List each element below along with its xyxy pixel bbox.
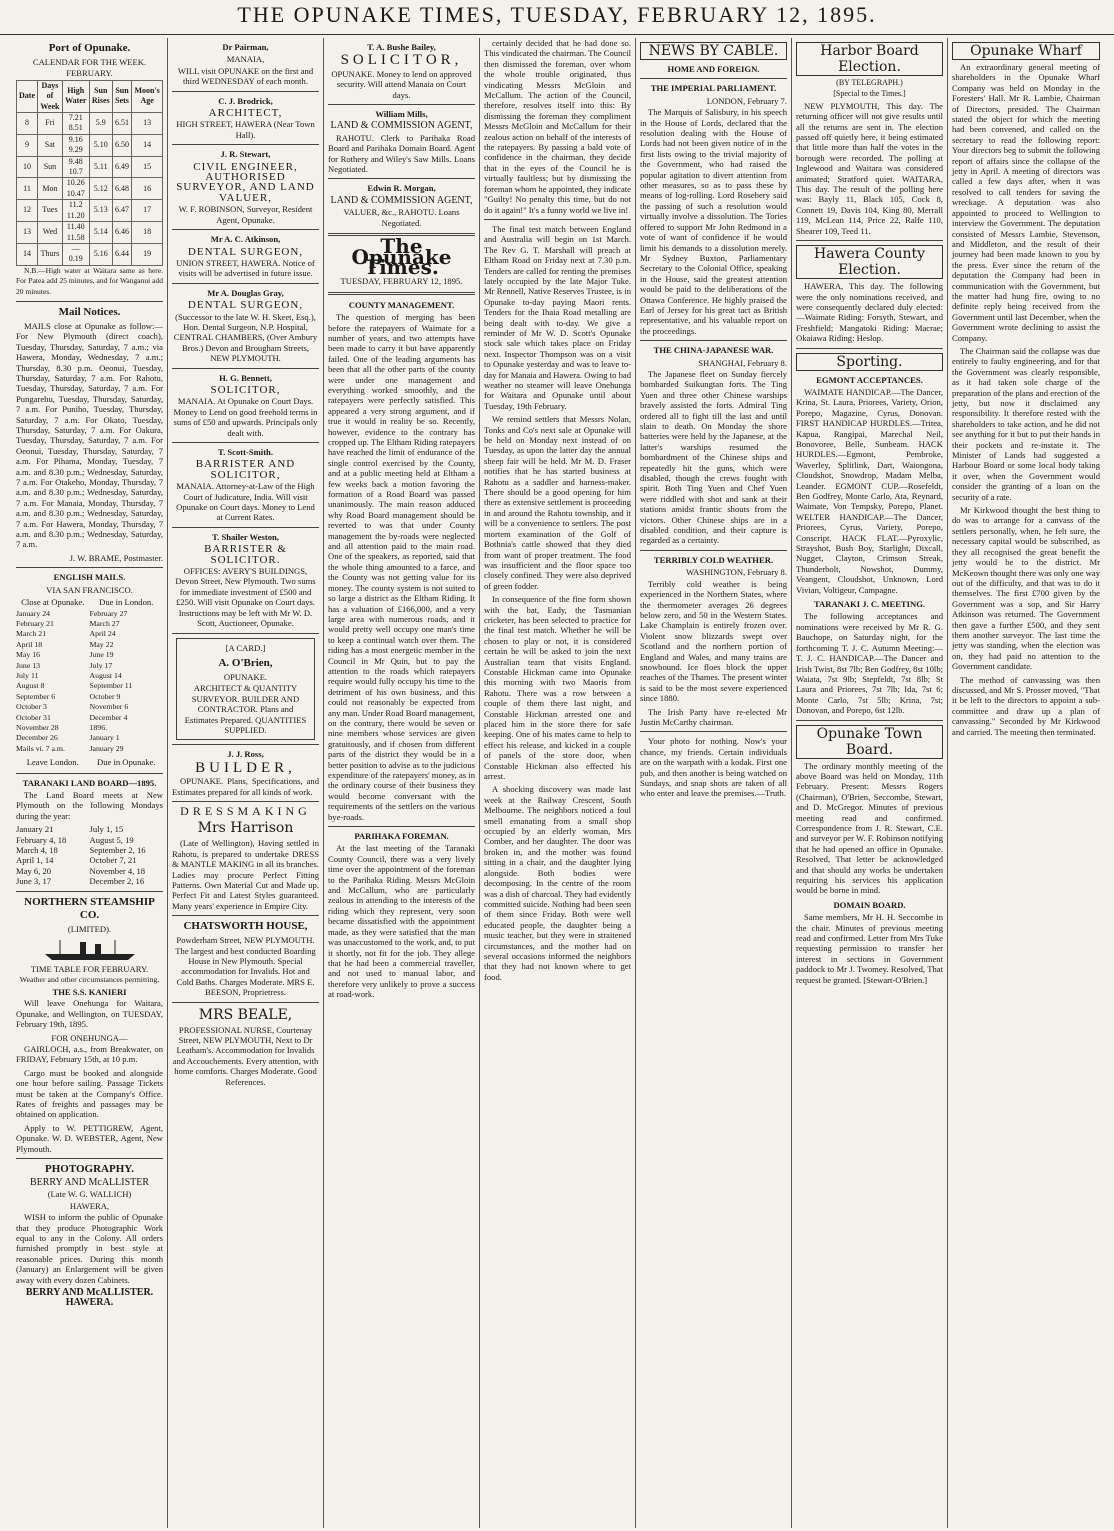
- photo-text: WISH to inform the public of Opunake that they produce Photographic Work equal to any in the Colony. All orders furnished promptly in best style at reasonable prices. During this month (January) an Enlargement will be given away with every dozen Cabinets.: [16, 1212, 163, 1285]
- tide-table-cell: 11.40 11.58: [62, 222, 89, 244]
- ad-trade: BARRISTER & SOLICITOR.: [204, 543, 287, 566]
- ad-text: WILL visit OPUNAKE on the first and third WEDNESDAY of each month.: [177, 65, 314, 87]
- article-continuation: certainly decided that he had done so. This vindicated the chairman. The Council then dismissed the foreman, over whom the whole trouble originated, thus vindicating Messrs McGloin and McCallum. The action of the Council, therefore, resolves itself into this: By dismissing the foreman they compliment Messrs McGloin and McCallum for their zealous action on behalf of the interests of the ratepayers. By passing a bald vote of confidence in the chairman, they decide that in the eyes of the Council he is virtually faultless; but by dismissing the foreman whom he appointed, they indicate "Guilty! No penalty this time, but do not do it again!" It's a funny world we live in!: [484, 38, 632, 215]
- county-heading: COUNTY MANAGEMENT.: [348, 299, 455, 310]
- mail-text: MAILS close at Opunake as follow:— For New Plymouth (direct coach), Tuesday, Thursday, Saturday, 7 a.m.; via Hawera, Monday, Wednesday, 7 a.m.; Thursday, 8.30 p.m. Oeonui, Tuesday, Thursday, Saturday, 7 a.m. For Rahotu, Tuesday, Thursday, Saturday, 7 a.m. For Pungarehu, Tuesday, Thursday, Saturday, 7 a.m. For Puniho, Tuesday, Thursday, Saturday, 7 a.m. For Okato, Tuesday, Thursday, Saturday, 7 a.m. For Oakura, Tuesday, Thursday, Saturday, 7 a.m. For Oeonui, Tuesday, Thursday, Saturday, 7 a.m. For Pihama, Monday, Tuesday, 7 a.m. and 8.30 p.m.; Wednesday, Saturday, 7 a.m. For Otakeho, Monday, Thursday, 7 a.m. and 8.30 p.m.; Wednesday, Saturday, 7 a.m. For Manaia, Monday, Thursday, 7 a.m. and 8.30 p.m.; Wednesday, Saturday, 7 a.m. For Hawera, Monday, Thursday, 7 a.m. and 8.30 p.m.; Wednesday, Saturday, 7 a.m.: [16, 320, 163, 550]
- ad-title: T. Scott-Smith.: [218, 447, 273, 457]
- tide-table-cell: — 0.19: [62, 243, 89, 265]
- wharf-article-3: Mr Kirkwood thought the best thing to do was to arrange for a canvass of the settlers personally, when, he felt sure, the necessary capital would be subscribed, as they all recognised the great benefit the jetty would be to the district. Mr McKeown thought there was only one way out of the difficulty, and that was to do it themselves. The first £700 given by the Government was a sop, and Sir Harry Atkinson was returned. The Government then gave a further £500, and they sent them another surveyor. The last time the jetty was standing, when the election was on, they had paid no attention to the Government candidate.: [952, 505, 1100, 672]
- hawera-election-heading: Hawera County Election.: [796, 245, 943, 279]
- hawera-election-article: HAWERA, This day. The following were the only nominations received, and were consequently declared duly elected:—Waimate Riding: Forsyth, Stewart, and Freshfield; Mangatoki Riding: Macrae; Okaiawa Riding: Heslop.: [796, 281, 943, 344]
- wharf-article-2: The Chairman said the collapse was due entirely to faulty engineering, and for that the Government was clearly responsible, as it had taken sole charge of the preparation of the plans and erection of the jetty, but now it disclaimed any responsibility. It therefore rested with the shareholders to take action, and he did not see anything for it but to put their hands in their pockets and re-instate it. The Minister of Lands had suggested a Harbour Board or some local body taking it over, when the Government would consider the granting of a loan on the security of a rate.: [952, 345, 1100, 502]
- ad-text: W. F. ROBINSON, Surveyor, Resident Agent, Opunake.: [178, 204, 313, 225]
- tide-table-row: [17, 156, 163, 178]
- mail-schedule: [16, 596, 163, 754]
- truth-item: Your photo for nothing. Now's your chance, my friends. Certain individuals are on the warpath with a kodak. First one pub, and then another is being watched on Sundays, and snap shots are taken of all who enter and leave the premises.—Truth.: [640, 736, 787, 799]
- harrison-text: (Late of Wellington), Having settled in Rahotu, is prepared to undertake DRESS & MANTLE MAKING in all its branches. Ladies may procure Perfect Fitting Patterns. Own Material Cut and Made up. Perfect Fit and Latest Styles guaranteed. Many years' experience in Empire City.: [172, 838, 319, 911]
- tide-table-cell: 12: [17, 200, 38, 222]
- tide-table-cell: 9: [17, 134, 38, 156]
- ad-trade: BARRISTER AND SOLICITOR,: [195, 458, 296, 481]
- parliament-article: The Marquis of Salisbury, in his speech in the House of Lords, declared that the resolution dealing with the House of Lords had not been given notice of in the first lists owing to the trivial majority of the Government, who had raised the popular agitation to divert attention from other measures, so as to pass these by means of log-rolling. Lord Rosebery said the passing of such a resolution would virtually involve a dissolution. The Tories offered to support Mr John Redmond in a vote of want of confidence if he would limit his demands to a dissolution merely. Mr Sydney Buxton, Parliamentary Secretary to the Colonial Office, speaking in the House, said the greatest attention would be paid to the deliberations of the Ottawa Conference. He highly praised the Earl of Jersey for his great tact as British representative, and his valuable report on the proceedings.: [640, 107, 787, 336]
- due-london-label: Due in London.: [99, 597, 154, 608]
- calendar-heading: CALENDAR FOR THE WEEK.: [32, 57, 147, 67]
- tide-table-row: [17, 222, 163, 244]
- tide-table-cell: 17: [132, 200, 163, 222]
- ad-text: HIGH STREET, HAWERA (Near Town Hall).: [176, 119, 315, 140]
- tide-table-cell: 16: [132, 178, 163, 200]
- harbor-election-heading: Harbor Board Election.: [796, 42, 943, 76]
- tide-table-row: [17, 243, 163, 265]
- photo-town: HAWERA,: [69, 1200, 110, 1211]
- newspaper-nameplate: The Opunake Times.: [351, 234, 452, 279]
- page-columns: [12, 38, 1104, 1528]
- tide-table-cell: 9.48 10.7: [62, 156, 89, 178]
- tide-table-header: Days of Week: [38, 80, 63, 112]
- ad-text: UNION STREET, HAWERA. Notice of visits will be advertised in future issue.: [176, 257, 315, 279]
- tide-table-header: Sun Sets: [112, 80, 131, 112]
- land-board-dates: [16, 824, 163, 886]
- morgan-text: VALUER, &c., RAHOTU. Loans Negotiated.: [343, 207, 460, 228]
- ad-trade: DENTAL SURGEON,: [187, 299, 304, 312]
- tide-table-cell: 6.48: [112, 178, 131, 200]
- sporting-heading: Sporting.: [796, 353, 943, 371]
- tide-table-cell: 6.46: [112, 222, 131, 244]
- professional-ad: [172, 42, 319, 92]
- vessel-name: THE S.S. KANIERI: [52, 986, 127, 997]
- tjc-heading: TARANAKI J. C. MEETING.: [813, 599, 926, 610]
- mills-text: RAHOTU. Clerk to Parihaka Road Board and Parihaka Domain Board. Agent for Rothery and Wiley's Saw Mills. Loans Negotiated.: [328, 132, 475, 175]
- bayley-name: T. A. Bushe Bailey,: [367, 42, 436, 52]
- tide-table-row: [17, 200, 163, 222]
- special-note: [Special to the Times.]: [833, 89, 906, 99]
- professional-ad: [172, 373, 319, 443]
- close-opunake-label: Close at Opunake.: [21, 597, 85, 608]
- ad-text: OFFICES: AVERY'S BUILDINGS, Devon Street, New Plymouth. Two sums for immediate investment of £500 and £250. Will visit Opunake on Court days. Instructions may be left with Mr W. D. Scott, Auctioneer, Opunake.: [175, 566, 316, 629]
- tide-table-cell: 18: [132, 222, 163, 244]
- ad-title: J. R. Stewart,: [220, 149, 271, 160]
- telegraph-note: (BY TELEGRAPH.): [836, 78, 903, 87]
- mails-left: January 24 February 21 March 21 April 18 May 16 June 13 July 11 August 8 September 6 October 3 October 31 November 28 December 26 Mails vi. 7 a.m.: [16, 608, 65, 753]
- tide-table-cell: 10.26 10.47: [62, 178, 89, 200]
- calendar-month: FEBRUARY.: [66, 68, 113, 79]
- domain-board-article: Same members, Mr H. H. Seccombe in the chair. Minutes of previous meeting read and confirmed. Letter from Mrs Tuke requesting permission to transfer her interest in sections in Government paddock to Mr J. Twomey. Resolved, That request be granted. [Stewart-O'Brien.]: [796, 912, 943, 985]
- via-sf: VIA SAN FRANCISCO.: [46, 584, 133, 595]
- tide-table-cell: 5.16: [89, 243, 112, 265]
- tide-table-cell: 5.13: [89, 200, 112, 222]
- ad-title: T. Shailer Weston,: [212, 531, 279, 542]
- cold-weather-heading: TERRIBLY COLD WEATHER.: [653, 554, 774, 565]
- tide-table-header: Date: [17, 80, 38, 112]
- for-onehunga: FOR ONEHUNGA—: [51, 1032, 128, 1043]
- local-news-3: In consequence of the fine form shown with the bat, Eady, the Tasmanian cricketer, has been selected to practice for the final test match. Whether he will be chosen to play or not, it is considered certain he will be asked to join the next Australian team that visits England. Constable Hickman came into Opunake this morning with two Maoris from Rahotu. There was a row between a couple of them there last night, and Constable Hickman arrested one and placed him in the store there for safe keeping. One of his mates came to help to effect his release, and kicked in a couple of panels of the store door, when Constable Hickman also effected his arrest.: [484, 594, 631, 782]
- cable-news-heading: NEWS BY CABLE.: [640, 42, 787, 60]
- parihaka-article: At the last meeting of the Taranaki County Council, there was a very lively time over the appointment of the foreman to the Parihaka Riding. Messrs McGloin and McCallum, who are particularly zealous in attending to the interests of the riding which they represent, very soon became dissatisfied with the appointment made, as they were satisfied that the man was unaccustomed to the work, and, to put it shortly, not fit for the job. They allege that he had been a commercial traveller, and not used to manual labor, and therefore very unlikely to prove a success at road-work.: [328, 843, 475, 1000]
- tide-table-cell: 9.16 9.29: [62, 134, 89, 156]
- parihaka-heading: PARIHAKA FOREMAN.: [354, 831, 449, 842]
- mail-return-header: [16, 756, 163, 768]
- beale-heading: MRS BEALE,: [198, 1006, 293, 1023]
- card-place: OPUNAKE.: [223, 671, 268, 682]
- professional-ad: [172, 288, 319, 369]
- bayley-trade: SOLICITOR,: [340, 52, 463, 69]
- local-news-4: A shocking discovery was made last week at the Railway Crescent, South Melbourne. The neighbors noticed a foul smell emanating from a small shop occupied by an elderly woman, Mrs Comber, and her daughter. The door was broken in, and the mother was found sitting in a chair, and the daughter lying alongside. Both bodies were decomposing. In the centre of the room was a dish of charcoal. They had evidently committed suicide. Nothing had been seen of them since Friday. Both were well educated people, the daughter being a music teacher, but they were in straitened circumstances, and the mother had on several occasions informed the neighbors that they had not known where to get food.: [484, 784, 631, 982]
- vessel-text: Will leave Onehunga for Waitara, Opunake, and Wellington, on TUESDAY, February 19th, 1895.: [16, 998, 163, 1030]
- irish-party-item: The Irish Party have re-elected Mr Justin McCarthy chairman.: [640, 706, 787, 727]
- tide-table-cell: Sat: [38, 134, 63, 156]
- beale-text: PROFESSIONAL NURSE, Courtenay Street, NEW PLYMOUTH, Next to Dr Leatham's. Accommodation for Invalids and Accouchements. Every attention, with home comforts. Charges Moderate. Good References.: [172, 1024, 319, 1087]
- tide-table-cell: Wed: [38, 222, 63, 244]
- egmont-heading: EGMONT ACCEPTANCES.: [816, 374, 923, 385]
- cargo-text: Cargo must be booked and alongside one hour before sailing. Passage Tickets must be taken at the Company's Office. Rates of freights and passages may be obtained on application.: [16, 1067, 163, 1120]
- land-board-text: The Land Board meets at New Plymouth on the following Mondays during the year:: [16, 790, 163, 821]
- tide-table-cell: Tues: [38, 200, 63, 222]
- tide-table-cell: 5.12: [89, 178, 112, 200]
- card-name: A. O'Brien,: [218, 656, 273, 669]
- professional-ad: [172, 447, 319, 528]
- tide-table-header: Sun Rises: [89, 80, 112, 112]
- tide-table-cell: 6.49: [112, 156, 131, 178]
- tide-table-cell: 6.50: [112, 134, 131, 156]
- war-heading: THE CHINA-JAPANESE WAR.: [653, 345, 774, 356]
- ross-trade: BUILDER,: [195, 759, 296, 776]
- war-article: The Japanese fleet on Sunday fiercely bombarded Suikungtan forts. The Ting Yuen and three other Chinese warships bravely assisted the forts. Admiral Ting ordered all to fight till the last and until slain to death. On Monday the shore batteries were held by the Japanese, at the latter's warships resumed the bombardment of the Chinese ships and repeatedly hit the guns, which were disabled, though the crews fought with spirit. Both Ting Yuen and Chef Yuen were riddled with shot and sank at their stations amidst frantic shouts from the victors. Other Chinese ships are in a disabled condition, and their capture is regarded as a certainty.: [640, 368, 787, 546]
- tide-table-cell: Thurs: [38, 243, 63, 265]
- tide-table-cell: 6.51: [112, 113, 131, 135]
- dressmaking-heading: DRESSMAKING: [180, 803, 311, 818]
- tide-table-cell: Fri: [38, 113, 63, 135]
- ad-trade: DENTAL SURGEON,: [187, 245, 304, 258]
- professional-ad: [172, 149, 319, 230]
- land-dates-right: July 1, 15 August 5, 19 September 2, 16 October 7, 21 November 4, 18 December 2, 16: [89, 824, 146, 887]
- steamship-icon: [40, 936, 140, 962]
- local-news-2: We remind settlers that Messrs Nolan, Tonks and Co's next sale at Opunake will be held on Monday next instead of on Tuesday, as upon the latter day the annual sheep fair will be held. Mr M. D. Fraser notifies that he has started business at Rahotu as a saddler and harness-maker. There should be a good opening for him there as extensive settlement is proceeding in and around the Rahotu township, and it will be a convenience to settlers. The post mortem examination of the Golf of Bothnia's cattle showed that they died from want of proper treatment. The food was insufficient and the floor space too closely confined. They were also deprived of green fodder.: [484, 414, 631, 591]
- land-dates-left: January 21 February 4, 18 March 4, 18 April 1, 14 May 6, 20 June 3, 17: [16, 824, 67, 887]
- morgan-name: Edwin R. Morgan,: [367, 183, 436, 194]
- wharf-heading: Opunake Wharf: [952, 42, 1100, 60]
- tide-table-cell: 13: [17, 222, 38, 244]
- local-news-1: The final test match between England and Australia will begin on 1st March. The Rev G. T. Marshall will preach at Eltham Road on Friday next at 7.30 p.m. Tenders are called for renting the premises lately occupied by the late Major Tuke. Mr Rennell, Native Reserves Trustee, is in Opunake to-day paying Maori rents. Tenders for the Ihaia Road metalling are being dealt with to-day. We give a reminder of Mr W. D. Scott's Opunake stock sale which takes place on Friday next. Inspector Thompson was on a visit to Opunake yesterday and was to leave to-day for Manaia and Hawera. Owing to bad weather no steamer will leave Onehunga for Waitara and Opunake until about Tuesday, 19th February.: [484, 223, 631, 411]
- tide-table-header: High Water: [62, 80, 89, 112]
- ad-trade: SOLICITOR,: [210, 383, 281, 396]
- domain-board-heading: DOMAIN BOARD.: [833, 899, 906, 910]
- chatsworth-text: Powderham Street, NEW PLYMOUTH. The largest and best conducted Boarding House in New Plymouth. Special accommodation for Invalids. Hot and Cold Baths. Charges Moderate. MRS E. BEESON, Proprietress.: [175, 935, 316, 998]
- tide-table-row: [17, 113, 163, 135]
- town-board-heading: Opunake Town Board.: [796, 725, 943, 759]
- ross-name: J. J. Ross,: [227, 749, 264, 760]
- cold-weather-article: Terribly cold weather is being experienced in the Northern States, where the thermometer averages 26 degrees below zero, and 50 in the Western States. Lake Champlain is entirely frozen over. Violent snow blizzards swept over Scotland and the northern portion of England and Wales, and many trains are snowbound. Ice floes block the upper reaches of the Thames. The present winter is said to be the most severe experienced since 1880.: [640, 578, 787, 704]
- tide-table-cell: 19: [132, 243, 163, 265]
- chatsworth-heading: CHATSWORTH HOUSE,: [183, 920, 308, 933]
- tide-table-cell: 5.10: [89, 134, 112, 156]
- tide-table: [16, 80, 163, 266]
- tide-table-cell: 7.21 8.51: [62, 113, 89, 135]
- column-3: [324, 38, 480, 1528]
- card-text: ARCHITECT & QUANTITY SURVEYOR. BUILDER AND CONTRACTOR. Plans and Estimates Prepared. QUANTITIES SUPPLIED.: [184, 683, 307, 735]
- steamship-heading: NORTHERN STEAMSHIP CO.: [24, 895, 155, 921]
- ad-title: Dr Pairman,: [222, 42, 269, 52]
- tide-table-cell: 8: [17, 113, 38, 135]
- timetable-heading: TIME TABLE FOR FEBRUARY.: [30, 964, 149, 975]
- english-mails-heading: ENGLISH MAILS.: [53, 572, 126, 583]
- ad-title: C. J. Brodrick,: [218, 95, 273, 106]
- mills-name: William Mills,: [375, 109, 428, 120]
- tide-table-cell: 5.9: [89, 113, 112, 135]
- tide-table-cell: 11.2 11.20: [62, 200, 89, 222]
- tide-table-cell: 10: [17, 156, 38, 178]
- tide-table-cell: 6.44: [112, 243, 131, 265]
- photo-late: (Late W. G. WALLICH): [47, 1189, 132, 1200]
- tide-table-cell: 14: [132, 134, 163, 156]
- gairloch-text: GAIRLOCH, a.s., from Breakwater, on FRIDAY, February 15th, at 10 p.m.: [16, 1043, 163, 1065]
- photography-heading: PHOTOGRAPHY.: [45, 1162, 134, 1175]
- parliament-heading: THE IMPERIAL PARLIAMENT.: [650, 83, 777, 94]
- wharf-article-1: An extraordinary general meeting of shareholders in the Opunake Wharf Company was held on Monday in the Foresters' Hall. Mr R. Lambie, Chairman of Directors, presided. The Chairman stated the object for which the meeting had been convened, and called on the secretary to read the following report: Your directors beg to submit the following report of affairs since the collapse of the jetty in April. A meeting of directors was called a few days after, when it was resolved to call tenders for saving the wreckage. A deputation was also appointed to proceed to Wellington to interview the Government. The deputation consisted of Messrs Lambie, Stevenson, and Middleton, and the result of their journey had been made known to you by the press. Ever since the return of the deputation the Company had been in communication with the Government, but the matter had hung fire, owing to no definite reply being received from the Government until last December, when the Government wrote declining to assist the Company.: [952, 62, 1100, 343]
- column-5: [636, 38, 792, 1528]
- london-dateline: LONDON, February 7.: [706, 95, 787, 106]
- tide-table-row: [17, 178, 163, 200]
- ad-trade: ARCHITECT,: [208, 107, 283, 120]
- ad-text: MANAIA. Attorney-at-Law of the High Court of Judicature, India. Will visit Opunake on Court days. Money to Lend at Current Rates.: [176, 481, 315, 523]
- ad-title: Mr A. C. Atkinson,: [210, 234, 281, 245]
- ad-text: MANAIA. At Opunake on Court Days. Money to Lend on good freehold terms in sums of £50 and upwards. Principals only dealt with.: [173, 396, 318, 438]
- morgan-trade: LAND & COMMISSION AGENT,: [330, 194, 473, 206]
- tjc-article: The following acceptances and nominations were received by Mr R. G. Bauchope, on Saturday night, for the forthcoming T. J. C. Autumn Meeting:— T. J. C. HANDICAP.—The Dancer and Irish Twist, 8st 7lb; Ben Godfrey, 8st 10lb; Waiata, 7st 9lb; Stepfeldt, 7st 8lb; St Laura and Priorees, 7st 7lb; Ida, 7st 6; Monte Carlo, 7st 5lb; Krina, 7st; Donovan, and Porepo, 6st 12lb.: [796, 611, 943, 716]
- washington-dateline: WASHINGTON, February 8.: [685, 567, 787, 578]
- tide-table-cell: 5.14: [89, 222, 112, 244]
- tide-table-cell: 15: [132, 156, 163, 178]
- photo-signature: BERRY AND McALLISTER. HAWERA.: [25, 1287, 154, 1309]
- obrien-card: [176, 638, 315, 741]
- masthead: THE OPUNAKE TIMES, TUESDAY, FEBRUARY 12, 1895.: [0, 0, 1114, 35]
- postmaster: J. W. BRAME, Postmaster.: [69, 552, 163, 563]
- tide-note: N.B.—High water at Waitara same as here. For Patea add 25 minutes, and for Wanganui add 20 minutes.: [16, 265, 163, 296]
- professional-ad: [172, 96, 319, 146]
- column-2: [168, 38, 324, 1528]
- tide-table-cell: Mon: [38, 178, 63, 200]
- card-label: [A CARD.]: [225, 642, 266, 653]
- land-board-heading: TARANAKI LAND BOARD—1895.: [22, 777, 157, 788]
- ad-title: Mr A. Douglas Gray,: [207, 287, 284, 298]
- steamship-limited: (LIMITED).: [67, 923, 112, 934]
- tide-table-cell: 13: [132, 113, 163, 135]
- ad-title: H. G. Bennett,: [219, 372, 272, 383]
- ad-place: MANAIA,: [226, 54, 265, 65]
- weather-note: Weather and other circumstances permitting,: [19, 975, 160, 985]
- harbor-election-article: NEW PLYMOUTH, This day. The returning officer will not give results until all the returns are sent in. The election passed off quietly here, it being estimated that little more than half the votes in the borough were recorded. The polling at Inglewood and Waitara was considered animated; Stratford quiet. WAITARA, This day. The result of the polling here was: Bayly 11, Black 105, Cock 8, Connett 19, Davis 104, King 80, Merrall 119, McLean 114, Price 22, Ralfe 110, Shearer 109, Teed 11.: [796, 100, 943, 236]
- tide-table-row: [17, 134, 163, 156]
- harrison-name: Mrs Harrison: [197, 820, 294, 837]
- tide-table-cell: 11: [17, 178, 38, 200]
- ad-trade: CIVIL ENGINEER, AUTHORISED SURVEYOR, AND LAND VALUER,: [176, 160, 315, 204]
- cable-subheading: HOME AND FOREIGN.: [667, 64, 760, 74]
- ross-text: OPUNAKE. Plans, Specifications, and Estimates prepared for all kinds of work.: [172, 776, 319, 797]
- tide-table-cell: 5.11: [89, 156, 112, 178]
- column-4: [480, 38, 636, 1528]
- tide-table-cell: 14: [17, 243, 38, 265]
- tide-table-header: Moon's Age: [132, 80, 163, 112]
- tide-table-cell: 6.47: [112, 200, 131, 222]
- wharf-article-4: The method of canvassing was then discussed, and Mr S. Prosser moved, "That it be left to the directors to appoint a sub-committee and draw up a plan of canvassing." Seconded by Mr Kirkwood and carried. The meeting then terminated.: [952, 674, 1100, 737]
- professional-ad: [172, 234, 319, 284]
- tide-table-cell: Sun: [38, 156, 63, 178]
- column-1: [12, 38, 168, 1528]
- sporting-article: WAIMATE HANDICAP.—The Dancer, Krina, St. Laura, Priorees, Variety, Orion, Porepo, Magazine, Cyrus, Donovan. FIRST HANDICAP HURDLES.—Tritea, Kapua, Rangipai, Marechal Neil, Bonovoree, Belle, Sunbeam. HACK HURDLES.—Egmont, Pembroke, Waverley, Splitlink, Dart, Waiongona, Cloudshot, Snowdrop, Madam Melba, Leander. EGMONT CUP.—Rosefeldt, Ben Godfrey, Monte Carlo, Ata, Reynard, Waimate, Von Tempsky, Porepo, Planet. WELTER HANDICAP.—The Dancer, Priorees, Cyrus, Variety, Porepo, Conscript. HACK FLAT.—Pyroxylic, Strayshot, Bush Boy, Starlight, Dixcall, Nugget, Clayton, Crimson Streak, Thunderbolt, Nowshot, Dummy, Veangent, Cloudshot, Unknown, Lord Vivian, Voltigeur, Campagne.: [796, 386, 943, 595]
- port-heading: Port of Opunake.: [48, 42, 131, 54]
- column-7: [948, 38, 1104, 1528]
- professional-ads: [172, 42, 319, 634]
- professional-ad: [172, 532, 319, 634]
- dateline: TUESDAY, FEBRUARY 12, 1895.: [340, 276, 463, 287]
- photo-firm: BERRY AND McALLISTER: [29, 1176, 150, 1188]
- mail-heading: Mail Notices.: [58, 305, 121, 318]
- shanghai-dateline: SHANGHAI, February 8.: [698, 357, 787, 368]
- mails-right: February 27 March 27 April 24 May 22 June 19 July 17 August 14 September 11 October 9 November 6 December 4 1896. January 1 January 29: [89, 608, 133, 753]
- mills-trade: LAND & COMMISSION AGENT,: [330, 120, 473, 132]
- leave-london-label: Leave London.: [26, 757, 79, 768]
- column-6: [792, 38, 948, 1528]
- bayley-text: OPUNAKE. Money to lend on approved security. Will attend Manaia on Court days.: [331, 68, 472, 100]
- due-opunake-label: Due in Opunake.: [97, 757, 156, 768]
- town-board-article: The ordinary monthly meeting of the above Board was held on Monday, 11th February. Present: Messrs Rogers (Chairman), O'Brien, Seccombe, Stewart, and D. McGregor. Minutes of previous meeting read and confirmed. Correspondence from J. R. Stewart, C.E. and surveyor per W. F. Robinson notifying that he had opened an office in Opunake. Resolved, That letter be acknowledged and that should any works be undertaken requiring his services his application would be borne in mind.: [796, 760, 943, 896]
- county-article: The question of merging has been before the ratepayers of Waimate for a number of years, and two attempts have been made to carry it but have apparently failed. One of the leading arguments has been that all the other parts of the county were under one management and everything worked smoothly, and the ratepayers were perfectly satisfied. This appeared a very strong argument, and if true it would in reality be so. Recently, however, evidence to the contrary has cropped up. The Eltham Riding ratepayers have reached the limit of endurance of the single control exercised by the County, and at a public meeting held at Eltham a few weeks back a motion favoring the formation of a Road Board was passed unanimously. The main reason adduced why Road Board management should be reverted to was that under County management the by-roads were neglected and all attention paid to the main road. One of the speakers, as reported, said that the whole thing amounted to a farce, and the County was not getting value for its money. The county system is not suited to so large a district as the Eltham Riding. It has a valuation of £166,000, and a very large area with numerous roads, and it would pretty well occupy one man's time to keep a continual watch over them. The riding has a most energetic member in the Council in Mr Quin, but to pay the attention to the roads which ratepayers require would fully occupy his time to the detriment of his own business, and this could not reasonably be expected from any man. Under Road Board management, on the contrary, there would be seven or nine members whose services are given gratuitously, and if chosen from different parts of the district they would be in a better position to advise as to the judicious expenditure of the ratepayers' money, as in the ordinary course of their business they would become conversant with the requirements of the settlers on the various bye-roads.: [328, 312, 475, 822]
- apply-text: Apply to W. PETTIGREW, Agent, Opunake. W. D. WEBSTER, Agent, New Plymouth.: [16, 1122, 163, 1154]
- ad-text: (Successor to the late W. H. Skeet, Esq.), Hon. Dental Surgeon, N.P. Hospital, CENTRAL CHAMBERS, (Over Ambury Bros.) Devon and Brougham Streets, NEW PLYMOUTH.: [173, 311, 318, 364]
